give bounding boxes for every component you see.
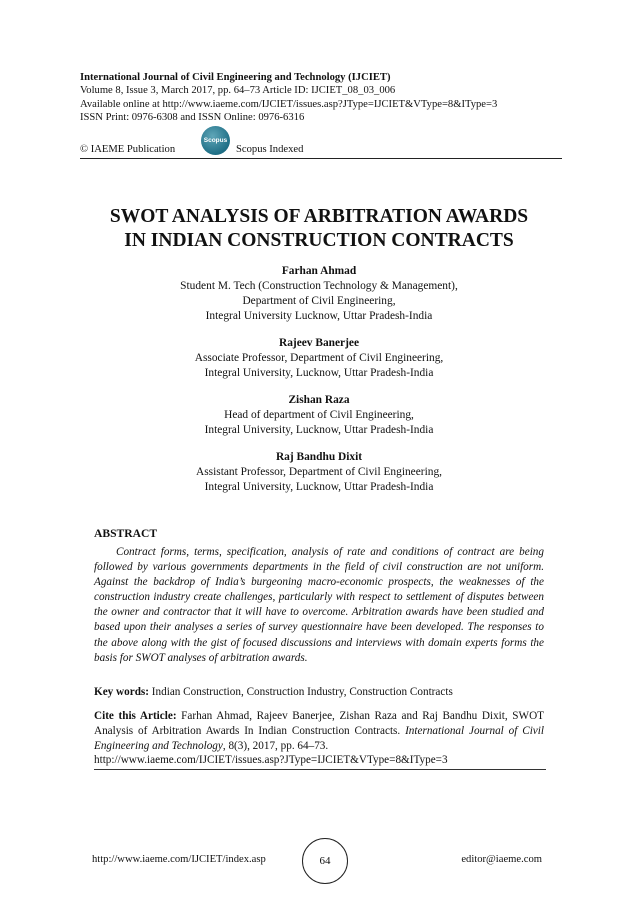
cite-ref: , 8(3), 2017, pp. 64–73. bbox=[222, 739, 329, 752]
online-line[interactable]: Available online at http://www.iaeme.com/IJCIET/issues.asp?JType=IJCIET&VType=8&IType=3 bbox=[80, 98, 498, 110]
cite-label: Cite this Article: bbox=[94, 710, 177, 722]
issn-line: ISSN Print: 0976-6308 and ISSN Online: 0976-6316 bbox=[80, 112, 305, 124]
author-list bbox=[80, 264, 558, 507]
title-line-2: IN INDIAN CONSTRUCTION CONTRACTS bbox=[124, 230, 514, 251]
abstract-heading: ABSTRACT bbox=[94, 527, 158, 540]
header-divider bbox=[80, 158, 562, 159]
cite-text: Farhan Ahmad, Rajeev Banerjee, Zishan Raza and Raj Bandhu Dixit, SWOT Analysis of Arbitration Awards In Indian Construction Contracts. bbox=[94, 710, 544, 737]
paper-title bbox=[60, 205, 578, 253]
publisher-row bbox=[80, 139, 542, 159]
author-name: Farhan Ahmad bbox=[281, 265, 357, 277]
scopus-indexed-label: Scopus Indexed bbox=[236, 144, 304, 155]
author-affiliation-line: Integral University, Lucknow, Uttar Pradesh-India bbox=[204, 367, 434, 379]
footer-url[interactable]: http://www.iaeme.com/IJCIET/index.asp bbox=[92, 854, 266, 865]
author-affiliation-line: Department of Civil Engineering, bbox=[242, 295, 396, 307]
author-name: Zishan Raza bbox=[288, 394, 350, 406]
page-footer bbox=[92, 850, 542, 880]
journal-title: International Journal of Civil Engineering and Technology (IJCIET) bbox=[80, 72, 391, 83]
keywords bbox=[94, 686, 554, 698]
author-affiliation-line: Student M. Tech (Construction Technology & Management), bbox=[180, 280, 458, 292]
author-affiliation-line: Integral University Lucknow, Uttar Pradesh-India bbox=[205, 310, 433, 322]
journal-header bbox=[80, 71, 542, 125]
keywords-text: Indian Construction, Construction Industry, Construction Contracts bbox=[149, 686, 453, 698]
cite-url[interactable]: http://www.iaeme.com/IJCIET/issues.asp?JType=IJCIET&VType=8&IType=3 bbox=[94, 754, 448, 767]
keywords-label: Key words: bbox=[94, 686, 149, 698]
cite-journal: International Journal of Civil Engineering and Technology bbox=[94, 724, 544, 752]
citation bbox=[94, 709, 544, 768]
title-line-1: SWOT ANALYSIS OF ARBITRATION AWARDS bbox=[109, 206, 529, 227]
author-name: Rajeev Banerjee bbox=[278, 337, 359, 349]
volume-line: Volume 8, Issue 3, March 2017, pp. 64–73 Article ID: IJCIET_08_03_006 bbox=[80, 85, 396, 97]
author-block bbox=[80, 336, 558, 381]
page-number: 64 bbox=[302, 838, 348, 884]
publisher-label: © IAEME Publication bbox=[80, 144, 176, 155]
footer-email[interactable]: editor@iaeme.com bbox=[461, 854, 542, 865]
author-affiliation-line: Head of department of Civil Engineering, bbox=[224, 409, 414, 421]
author-affiliation-line: Integral University, Lucknow, Uttar Pradesh-India bbox=[204, 424, 434, 436]
author-block bbox=[80, 393, 558, 438]
author-affiliation-line: Integral University, Lucknow, Uttar Pradesh-India bbox=[204, 481, 434, 493]
author-affiliation-line: Associate Professor, Department of Civil Engineering, bbox=[194, 352, 444, 364]
author-block bbox=[80, 450, 558, 495]
author-affiliation-line: Assistant Professor, Department of Civil Engineering, bbox=[196, 466, 442, 478]
author-name: Raj Bandhu Dixit bbox=[275, 451, 363, 463]
author-block bbox=[80, 264, 558, 324]
abstract-text: Contract forms, terms, specification, analysis of rate and conditions of contract are being followed by various governments departments in the field of civil construction are not uniform. Against the backdrop of India’s burgeoning macro-economic prospects, the weaknesses of the construction industry create challenges, particularly with respect to settlement of disputes between the owner and contractor that it will have to overcome. Arbitration awards have been studied and based upon their analyses a series of survey questionnaire have been developed. The responses to the above along with the gist of focused discussions and interviews with domain experts forms the basis for SWOT analyses of arbitration awards. bbox=[94, 546, 544, 664]
scopus-logo-icon: Scopus bbox=[201, 126, 230, 155]
cite-divider bbox=[94, 769, 546, 770]
